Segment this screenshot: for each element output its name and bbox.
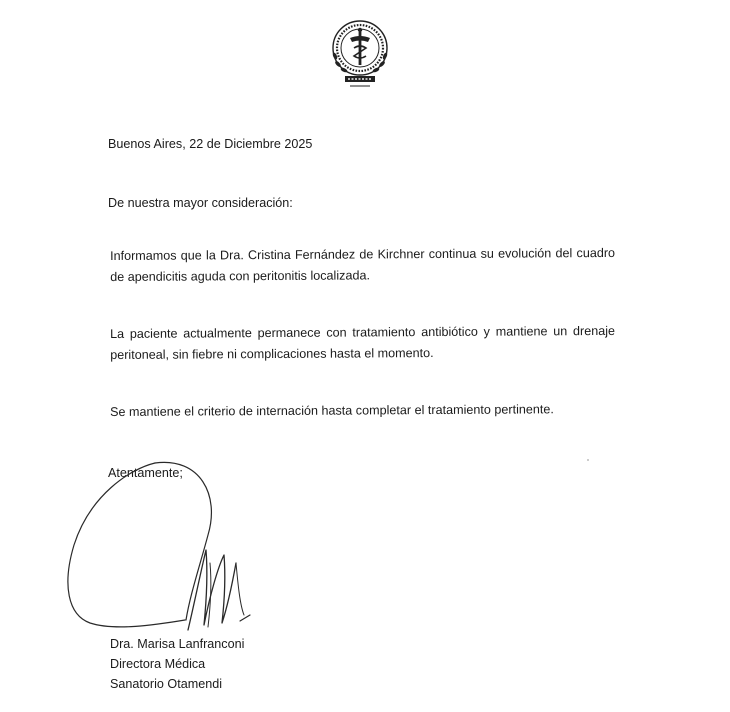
signatory-title: Directora Médica — [110, 657, 206, 671]
letter-salutation: De nuestra mayor consideración: — [108, 196, 293, 210]
letter-date: Buenos Aires, 22 de Diciembre 2025 — [108, 137, 313, 151]
signatory-organization: Sanatorio Otamendi — [110, 677, 223, 691]
handwritten-signature — [60, 455, 260, 655]
letter-paragraph: Se mantiene el criterio de internación hasta completar el tratamiento pertinente. — [110, 402, 554, 419]
letter-paragraph: Informamos que la Dra. Cristina Fernández de Kirchner continua su evolución del cuadro de apendicitis aguda con peritonitis localizada. — [110, 245, 616, 284]
paper-speck — [587, 459, 589, 461]
sanatorio-otamendi-logo — [330, 18, 390, 92]
letter-paragraph: La paciente actualmente permanece con tratamiento antibiótico y mantiene un drenaje peritoneal, sin fiebre ni complicaciones hasta el momento. — [110, 323, 616, 362]
signatory-name: Dra. Marisa Lanfranconi — [110, 637, 245, 651]
letter-closing: Atentamente; — [108, 466, 183, 480]
